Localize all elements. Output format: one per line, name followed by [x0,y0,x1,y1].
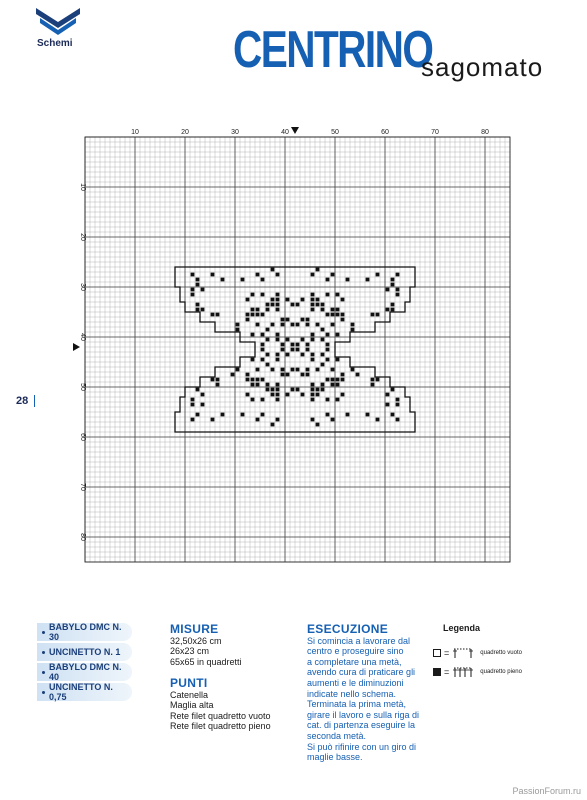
y-tick-label: 80 [79,533,86,541]
legend [433,623,573,684]
page-number: 28 [16,395,29,407]
y-tick-label: 30 [79,283,86,291]
material-item: BABYLO DMC N. 40 [37,663,132,681]
esecuzione-line: Si può rifinire con un giro di [307,741,417,752]
legend-heading: Legenda [443,623,481,633]
page-title [233,20,544,82]
x-tick-label: 40 [281,129,289,136]
esecuzione-line: avendo cura di praticare gli [307,667,416,678]
esecuzione-line: centro e proseguire sino [307,646,404,657]
punti-line: Catenella [170,689,209,700]
material-item: UNCINETTO N. 0,75 [37,683,132,701]
y-tick-label: 60 [79,433,86,441]
punti-line: Rete filet quadretto pieno [170,721,271,732]
x-tick-label: 10 [131,129,139,136]
full-square-icon [433,668,441,676]
esecuzione-line: girare il lavoro e sulla riga di [307,709,420,720]
full-stitch-icon [452,666,474,678]
materials-list [37,623,132,703]
watermark: PassionForum.ru [512,786,581,796]
esecuzione-section [307,624,432,763]
legend-full-label: quadretto pieno [480,669,522,675]
punti-heading: PUNTI [170,676,208,690]
x-tick-label: 30 [231,129,239,136]
schemi-logo-icon [34,6,82,38]
filet-chart [70,125,520,565]
misure-section [170,624,242,667]
esecuzione-line: maglie basse. [307,752,363,763]
x-tick-label: 50 [331,129,339,136]
title-main: CENTRINO [233,21,433,79]
y-tick-label: 50 [79,383,86,391]
misure-heading: MISURE [170,622,219,636]
punti-line: Maglia alta [170,700,214,711]
legend-row-full: = quadretto pieno [433,665,573,679]
x-tick-label: 20 [181,129,189,136]
misure-line: 26x23 cm [170,646,210,657]
material-item: BABYLO DMC N. 30 [37,623,132,641]
y-tick-label: 70 [79,483,86,491]
center-marker-left-icon [73,343,80,351]
material-item: UNCINETTO N. 1 [37,643,132,661]
esecuzione-line: Terminata la prima metà, [307,699,407,710]
y-tick-label: 40 [79,333,86,341]
punti-section [170,678,271,732]
section-label: Schemi [37,38,73,49]
center-marker-top-icon [291,127,299,134]
y-tick-label: 20 [79,233,86,241]
x-tick-label: 60 [381,129,389,136]
esecuzione-line: cat. di partenza eseguire la [307,720,416,731]
legend-row-empty: = quadretto vuoto [433,646,573,660]
empty-square-icon [433,649,441,657]
esecuzione-line: aumenti e le diminuzioni [307,677,404,688]
esecuzione-line: Si comincia a lavorare dal [307,635,411,646]
empty-stitch-icon [452,647,474,659]
esecuzione-line: indicate nello schema. [307,688,397,699]
punti-line: Rete filet quadretto vuoto [170,710,271,721]
esecuzione-line: seconda metà. [307,730,367,741]
x-tick-label: 80 [481,129,489,136]
y-tick-label: 10 [79,183,86,191]
esecuzione-heading: ESECUZIONE [307,622,389,636]
esecuzione-line: a completare una metà, [307,656,402,667]
title-sub: sagomato [421,52,544,82]
misure-line: 65x65 in quadretti [170,656,242,667]
misure-line: 32,50x26 cm [170,635,222,646]
legend-empty-label: quadretto vuoto [480,650,522,656]
x-tick-label: 70 [431,129,439,136]
